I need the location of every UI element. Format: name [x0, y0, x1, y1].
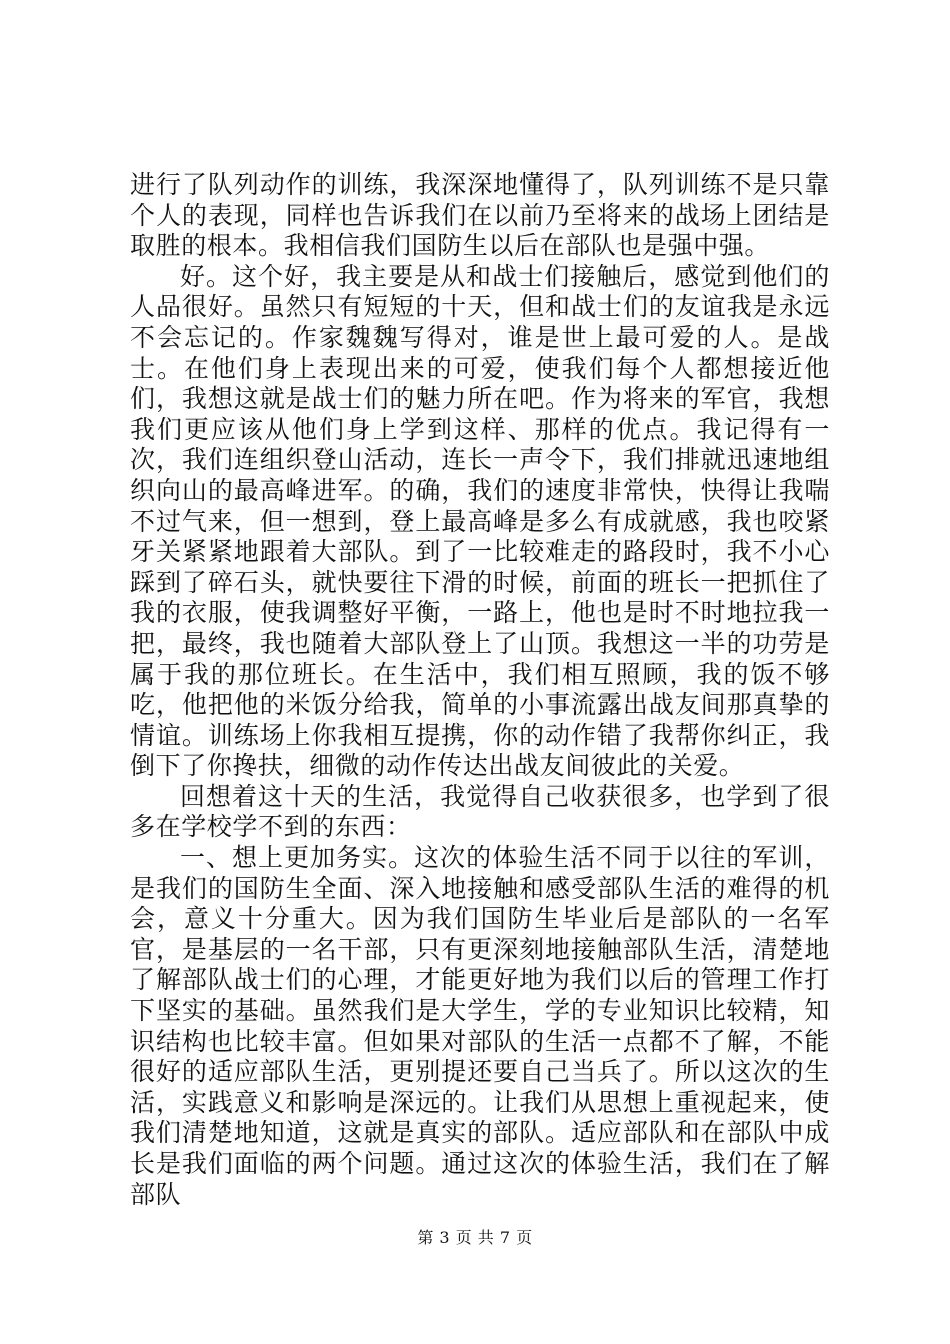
- paragraph-3: 回想着这十天的生活，我觉得自己收获很多，也学到了很多在学校学不到的东西：: [130, 781, 830, 842]
- paragraph-4: 一、想上更加务实。这次的体验生活不同于以往的军训，是我们的国防生全面、深入地接触和感受部队生活的难得的机会，意义十分重大。因为我们国防生毕业后是部队的一名军官，是基层的一名干部，只有更深刻地接触部队生活，清楚地了解部队战士们的心理，才能更好地为我们以后的管理工作打下坚实的基础。虽然我们是大学生，学的专业知识比较精，知识结构也比较丰富。但如果对部队的生活一点都不了解，不能很好的适应部队生活，更别提还要自己当兵了。所以这次的生活，实践意义和影响是深远的。让我们从思想上重视起来，使我们清楚地知道，这就是真实的部队。适应部队和在部队中成长是我们面临的两个问题。通过这次的体验生活，我们在了解部队: [130, 843, 830, 1209]
- paragraph-2: 好。这个好，我主要是从和战士们接触后，感觉到他们的人品很好。虽然只有短短的十天，但和战士们的友谊我是永远不会忘记的。作家魏魏写得对，谁是世上最可爱的人。是战士。在他们身上表现出来的可爱，使我们每个人都想接近他们，我想这就是战士们的魅力所在吧。作为将来的军官，我想我们更应该从他们身上学到这样、那样的优点。我记得有一次，我们连组织登山活动，连长一声令下，我们排就迅速地组织向山的最高峰进军。的确，我们的速度非常快，快得让我喘不过气来，但一想到，登上最高峰是多么有成就感，我也咬紧牙关紧紧地跟着大部队。到了一比较难走的路段时，我不小心踩到了碎石头，就快要往下滑的时候，前面的班长一把抓住了我的衣服，使我调整好平衡，一路上，他也是时不时地拉我一把，最终，我也随着大部队登上了山顶。我想这一半的功劳是属于我的那位班长。在生活中，我们相互照顾，我的饭不够吃，他把他的米饭分给我，简单的小事流露出战友间那真挚的情谊。训练场上你我相互提携，你的动作错了我帮你纠正，我倒下了你搀扶，细微的动作传达出战友间彼此的关爱。: [130, 261, 830, 781]
- paragraph-1: 进行了队列动作的训练，我深深地懂得了，队列训练不是只靠个人的表现，同样也告诉我们在以前乃至将来的战场上团结是取胜的根本。我相信我们国防生以后在部队也是强中强。: [130, 170, 830, 261]
- document-body: [130, 170, 830, 1210]
- page-footer: 第 3 页 共 7 页: [417, 1228, 533, 1247]
